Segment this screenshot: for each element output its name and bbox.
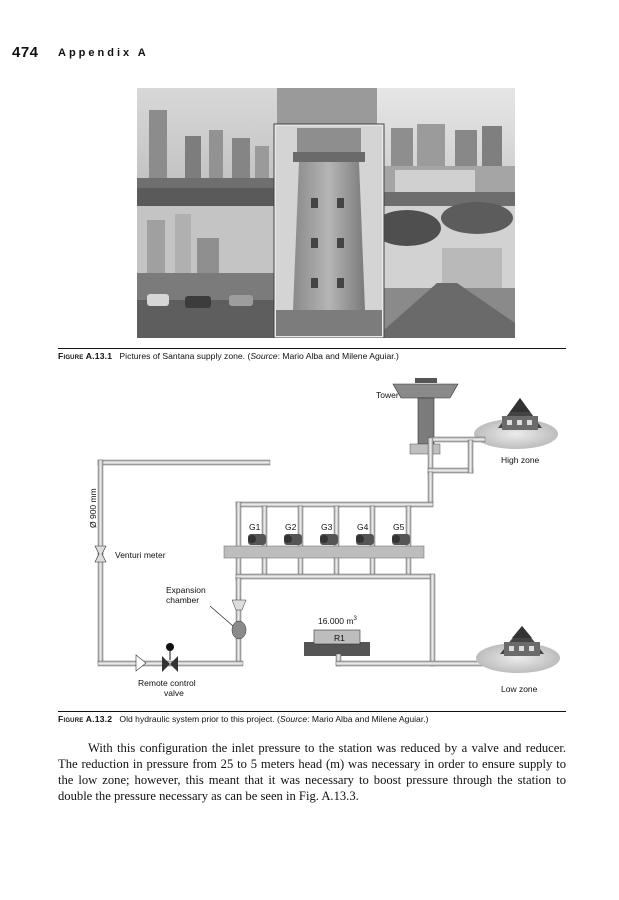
pump-g2 <box>284 534 302 545</box>
figure1-label: Figure A.13.1 <box>58 351 113 361</box>
low-zone-houses <box>476 626 560 673</box>
pump-g3 <box>320 534 338 545</box>
remote-valve-label-line2: valve <box>164 688 184 698</box>
low-zone-label: Low zone <box>501 684 538 694</box>
expansion-label-line2: chamber <box>166 595 200 605</box>
figure2-source-text: : Mario Alba and Milene Aguiar.) <box>307 714 429 724</box>
pump-g2-label: G2 <box>285 522 297 532</box>
figure1-caption <box>58 351 566 362</box>
figure2-caption-text: Old hydraulic system prior to this project. ( <box>119 714 280 724</box>
tower-label: Tower <box>376 390 399 400</box>
running-title: Appendix A <box>58 47 149 59</box>
venturi-meter-symbol <box>95 546 106 562</box>
pump-g3-label: G3 <box>321 522 333 532</box>
figure2-caption <box>58 714 566 725</box>
figure1-source-text: : Mario Alba and Milene Aguiar.) <box>277 351 399 361</box>
figure2-caption-rule <box>58 711 566 712</box>
high-zone-houses <box>474 398 558 449</box>
pump-g4-label: G4 <box>357 522 369 532</box>
pump-g1-label: G1 <box>249 522 261 532</box>
water-tower-symbol <box>393 378 458 454</box>
volume-label: 16.000 $m^3$ <box>318 616 357 626</box>
figure2-label: Figure A.13.2 <box>58 714 113 724</box>
photo-street-bottom-left <box>137 206 275 338</box>
remote-valve-label-line1: Remote control <box>138 678 196 688</box>
venturi-label: Venturi meter <box>115 550 166 560</box>
figure2-source-label: Source <box>279 714 308 724</box>
body-paragraph: With this configuration the inlet pressure to the station was reduced by a valve and reducer. The reduction in pressure from 25 to 5 meters head (m) was necessary in order to ensure supply to the low zone; however, this meant that it was necessary to boost pressure through the station to double the pressure necessary as can be seen in Fig. A.13.3. <box>58 741 566 803</box>
figure1-source-label: Source <box>250 351 278 361</box>
photo-water-tower <box>274 124 384 338</box>
photo-skyline-top-left <box>137 88 277 208</box>
page-number: 474 <box>12 44 39 61</box>
high-zone-label: High zone <box>501 455 540 465</box>
expansion-label-line1: Expansion <box>166 585 206 595</box>
reservoir-label: R1 <box>334 633 345 643</box>
pump-g4 <box>356 534 374 545</box>
remote-control-valve-symbol <box>136 643 178 672</box>
hydraulic-system-diagram <box>58 368 566 706</box>
pump-g5-label: G5 <box>393 522 405 532</box>
diameter-label: Ø 900 mm <box>88 488 98 528</box>
pump-g1 <box>248 534 266 545</box>
body-text <box>58 740 566 804</box>
pump-g5 <box>392 534 410 545</box>
photo-skyline-top-right <box>377 88 515 206</box>
santana-photo-collage <box>137 88 515 338</box>
figure1-caption-text: Pictures of Santana supply zone. ( <box>119 351 251 361</box>
photo-street-bottom-right <box>373 202 515 338</box>
figure1-caption-rule <box>58 348 566 349</box>
